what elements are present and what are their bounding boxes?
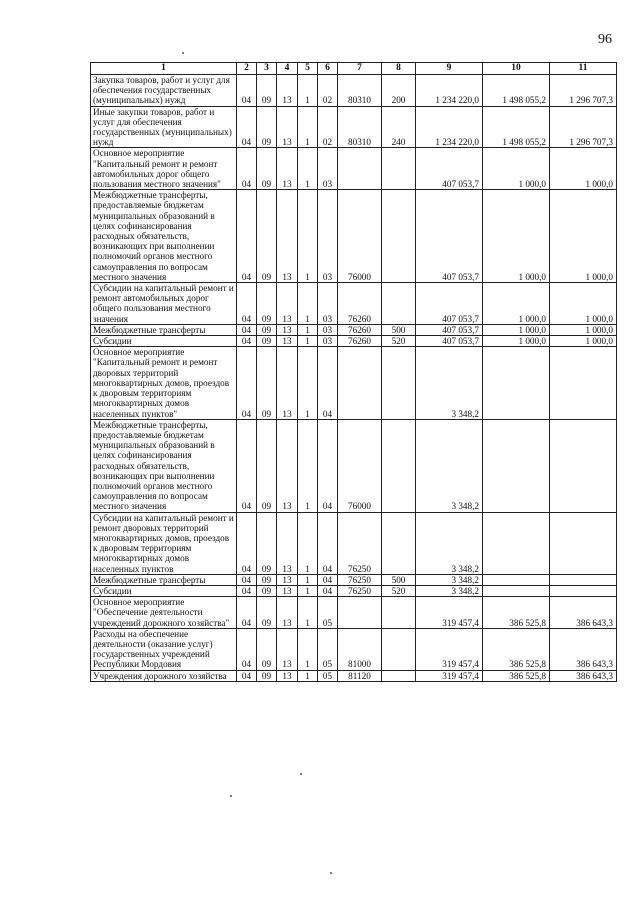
row-name-cell: Иные закупки товаров, работ и услуг для обеспечения государственных (муниципальных) нужд	[91, 106, 237, 148]
cell-c10: 1 498 055,2	[483, 106, 550, 148]
row-name-cell: Субсидии на капитальный ремонт и ремонт дворовых территорий многоквартирных домов, проездов к дворовым территориям многоквартирных домов населенных пунктов	[91, 512, 237, 574]
cell-c11: 1 000,0	[550, 336, 617, 347]
cell-c10: 386 525,8	[483, 597, 550, 629]
cell-c11: 386 643,3	[550, 628, 617, 670]
cell-c3: 09	[257, 585, 277, 596]
cell-c7	[338, 347, 382, 419]
cell-c3: 09	[257, 512, 277, 574]
row-name-cell: Основное мероприятие "Капитальный ремонт и ремонт автомобильных дорог общего пользования местного значения"	[91, 148, 237, 190]
cell-c11: 1 000,0	[550, 283, 617, 325]
row-name-cell: Основное мероприятие "Обеспечение деятельности учреждений дорожного хозяйства"	[91, 597, 237, 629]
cell-c10: 1 498 055,2	[483, 75, 550, 107]
scan-speck	[230, 795, 232, 797]
cell-c7	[338, 148, 382, 190]
cell-c8: 500	[382, 324, 416, 335]
cell-c5: 1	[298, 106, 318, 148]
table-row	[91, 628, 617, 670]
cell-c4: 13	[277, 336, 298, 347]
column-header-6: 6	[318, 63, 338, 75]
cell-c6: 04	[318, 419, 338, 512]
cell-c4: 13	[277, 628, 298, 670]
cell-c6: 02	[318, 106, 338, 148]
row-name-cell: Закупка товаров, работ и услуг для обеспечения государственных (муниципальных) нужд	[91, 75, 237, 107]
column-header-4: 4	[277, 63, 298, 75]
cell-c2: 04	[237, 670, 257, 681]
column-header-11: 11	[550, 63, 617, 75]
cell-c11: 1 000,0	[550, 190, 617, 283]
cell-c10: 386 525,8	[483, 670, 550, 681]
cell-c10: 1 000,0	[483, 148, 550, 190]
table-row	[91, 597, 617, 629]
table-row	[91, 336, 617, 347]
cell-c3: 09	[257, 628, 277, 670]
cell-c6: 05	[318, 597, 338, 629]
cell-c3: 09	[257, 336, 277, 347]
cell-c8: 520	[382, 585, 416, 596]
column-header-2: 2	[237, 63, 257, 75]
cell-c2: 04	[237, 628, 257, 670]
cell-c11: 1 296 707,3	[550, 106, 617, 148]
cell-c11	[550, 512, 617, 574]
cell-c4: 13	[277, 597, 298, 629]
cell-c2: 04	[237, 336, 257, 347]
cell-c6: 03	[318, 283, 338, 325]
column-header-5: 5	[298, 63, 318, 75]
cell-c11: 1 000,0	[550, 324, 617, 335]
row-name-cell: Учреждения дорожного хозяйства	[91, 670, 237, 681]
cell-c8	[382, 628, 416, 670]
cell-c9: 3 348,2	[416, 512, 483, 574]
cell-c3: 09	[257, 419, 277, 512]
cell-c2: 04	[237, 574, 257, 585]
cell-c5: 1	[298, 628, 318, 670]
row-name-cell: Субсидии	[91, 336, 237, 347]
cell-c2: 04	[237, 512, 257, 574]
cell-c4: 13	[277, 670, 298, 681]
cell-c4: 13	[277, 585, 298, 596]
cell-c2: 04	[237, 347, 257, 419]
cell-c9: 1 234 220,0	[416, 106, 483, 148]
cell-c7: 76000	[338, 419, 382, 512]
scan-speck	[182, 52, 184, 54]
cell-c10	[483, 574, 550, 585]
page-number: 96	[598, 32, 612, 47]
cell-c2: 04	[237, 585, 257, 596]
cell-c7: 76260	[338, 283, 382, 325]
row-name-cell: Расходы на обеспечение деятельности (оказание услуг) государственных учреждений Республики Мордовия	[91, 628, 237, 670]
cell-c9: 3 348,2	[416, 585, 483, 596]
cell-c8	[382, 148, 416, 190]
cell-c3: 09	[257, 670, 277, 681]
cell-c9: 3 348,2	[416, 347, 483, 419]
cell-c7: 80310	[338, 75, 382, 107]
cell-c5: 1	[298, 148, 318, 190]
cell-c9: 3 348,2	[416, 419, 483, 512]
cell-c7: 76250	[338, 574, 382, 585]
cell-c6: 04	[318, 574, 338, 585]
cell-c6: 03	[318, 336, 338, 347]
cell-c9: 407 053,7	[416, 336, 483, 347]
cell-c3: 09	[257, 574, 277, 585]
cell-c9: 319 457,4	[416, 670, 483, 681]
cell-c4: 13	[277, 347, 298, 419]
cell-c6: 03	[318, 324, 338, 335]
cell-c4: 13	[277, 190, 298, 283]
table-row	[91, 148, 617, 190]
cell-c2: 04	[237, 324, 257, 335]
cell-c7: 81120	[338, 670, 382, 681]
cell-c3: 09	[257, 106, 277, 148]
table-row	[91, 670, 617, 681]
cell-c8	[382, 597, 416, 629]
cell-c6: 04	[318, 347, 338, 419]
cell-c11	[550, 347, 617, 419]
cell-c10	[483, 419, 550, 512]
cell-c7: 76250	[338, 512, 382, 574]
budget-table	[90, 62, 617, 682]
cell-c7	[338, 597, 382, 629]
cell-c5: 1	[298, 347, 318, 419]
cell-c6: 05	[318, 670, 338, 681]
row-name-cell: Межбюджетные трансферты	[91, 574, 237, 585]
cell-c10	[483, 347, 550, 419]
cell-c3: 09	[257, 597, 277, 629]
cell-c8	[382, 670, 416, 681]
cell-c6: 05	[318, 628, 338, 670]
cell-c8: 520	[382, 336, 416, 347]
cell-c6: 03	[318, 190, 338, 283]
cell-c5: 1	[298, 574, 318, 585]
cell-c3: 09	[257, 347, 277, 419]
cell-c10: 1 000,0	[483, 283, 550, 325]
cell-c7: 76260	[338, 324, 382, 335]
table-row	[91, 585, 617, 596]
cell-c6: 04	[318, 512, 338, 574]
cell-c9: 407 053,7	[416, 190, 483, 283]
cell-c9: 319 457,4	[416, 628, 483, 670]
table-row	[91, 324, 617, 335]
cell-c11	[550, 585, 617, 596]
cell-c6: 02	[318, 75, 338, 107]
cell-c2: 04	[237, 597, 257, 629]
cell-c5: 1	[298, 324, 318, 335]
cell-c9: 407 053,7	[416, 148, 483, 190]
cell-c9: 319 457,4	[416, 597, 483, 629]
table-header	[91, 63, 617, 75]
table-row	[91, 347, 617, 419]
cell-c5: 1	[298, 190, 318, 283]
cell-c8	[382, 283, 416, 325]
row-name-cell: Субсидии на капитальный ремонт и ремонт автомобильных дорог общего пользования местного значения	[91, 283, 237, 325]
cell-c10: 386 525,8	[483, 628, 550, 670]
cell-c3: 09	[257, 75, 277, 107]
cell-c5: 1	[298, 75, 318, 107]
row-name-cell: Межбюджетные трансферты, предоставляемые бюджетам муниципальных образований в целях софинансирования расходных обязательств, возникающих при выполнении полномочий органов местного самоуправления по вопросам местного значения	[91, 419, 237, 512]
column-header-7: 7	[338, 63, 382, 75]
cell-c11: 1 296 707,3	[550, 75, 617, 107]
row-name-cell: Межбюджетные трансферты	[91, 324, 237, 335]
cell-c9: 407 053,7	[416, 283, 483, 325]
row-name-cell: Субсидии	[91, 585, 237, 596]
cell-c10	[483, 512, 550, 574]
column-header-3: 3	[257, 63, 277, 75]
cell-c10: 1 000,0	[483, 324, 550, 335]
column-header-9: 9	[416, 63, 483, 75]
cell-c11: 386 643,3	[550, 597, 617, 629]
cell-c8: 240	[382, 106, 416, 148]
table-row	[91, 190, 617, 283]
table-row	[91, 283, 617, 325]
cell-c5: 1	[298, 419, 318, 512]
cell-c11	[550, 419, 617, 512]
column-header-1: 1	[91, 63, 237, 75]
cell-c2: 04	[237, 106, 257, 148]
cell-c4: 13	[277, 512, 298, 574]
cell-c2: 04	[237, 75, 257, 107]
cell-c11	[550, 574, 617, 585]
cell-c5: 1	[298, 283, 318, 325]
table-row	[91, 574, 617, 585]
cell-c2: 04	[237, 190, 257, 283]
cell-c6: 03	[318, 148, 338, 190]
cell-c9: 3 348,2	[416, 574, 483, 585]
column-header-8: 8	[382, 63, 416, 75]
table-row	[91, 106, 617, 148]
cell-c5: 1	[298, 512, 318, 574]
table-row	[91, 512, 617, 574]
cell-c10	[483, 585, 550, 596]
cell-c3: 09	[257, 148, 277, 190]
column-header-10: 10	[483, 63, 550, 75]
cell-c8	[382, 512, 416, 574]
scan-speck	[330, 872, 332, 874]
cell-c4: 13	[277, 148, 298, 190]
cell-c9: 407 053,7	[416, 324, 483, 335]
row-name-cell: Межбюджетные трансферты, предоставляемые бюджетам муниципальных образований в целях софинансирования расходных обязательств, возникающих при выполнении полномочий органов местного самоуправления по вопросам местного значения	[91, 190, 237, 283]
cell-c5: 1	[298, 336, 318, 347]
cell-c7: 80310	[338, 106, 382, 148]
cell-c5: 1	[298, 670, 318, 681]
cell-c7: 76000	[338, 190, 382, 283]
cell-c11: 1 000,0	[550, 148, 617, 190]
cell-c2: 04	[237, 419, 257, 512]
cell-c4: 13	[277, 283, 298, 325]
cell-c8: 200	[382, 75, 416, 107]
table-row	[91, 419, 617, 512]
cell-c8	[382, 347, 416, 419]
cell-c11: 386 643,3	[550, 670, 617, 681]
cell-c3: 09	[257, 190, 277, 283]
scan-speck	[300, 773, 302, 775]
cell-c6: 04	[318, 585, 338, 596]
row-name-cell: Основное мероприятие "Капитальный ремонт и ремонт дворовых территорий многоквартирных домов, проездов к дворовым территориям многоквартирных домов населенных пунктов"	[91, 347, 237, 419]
cell-c8	[382, 190, 416, 283]
cell-c4: 13	[277, 106, 298, 148]
cell-c2: 04	[237, 283, 257, 325]
table-body	[91, 75, 617, 682]
cell-c5: 1	[298, 597, 318, 629]
cell-c2: 04	[237, 148, 257, 190]
cell-c8	[382, 419, 416, 512]
cell-c10: 1 000,0	[483, 190, 550, 283]
cell-c9: 1 234 220,0	[416, 75, 483, 107]
cell-c7: 81000	[338, 628, 382, 670]
cell-c3: 09	[257, 283, 277, 325]
header-row	[91, 63, 617, 75]
cell-c4: 13	[277, 419, 298, 512]
cell-c4: 13	[277, 324, 298, 335]
cell-c7: 76250	[338, 585, 382, 596]
cell-c7: 76260	[338, 336, 382, 347]
cell-c5: 1	[298, 585, 318, 596]
cell-c8: 500	[382, 574, 416, 585]
cell-c4: 13	[277, 574, 298, 585]
table-row	[91, 75, 617, 107]
cell-c3: 09	[257, 324, 277, 335]
cell-c4: 13	[277, 75, 298, 107]
cell-c10: 1 000,0	[483, 336, 550, 347]
